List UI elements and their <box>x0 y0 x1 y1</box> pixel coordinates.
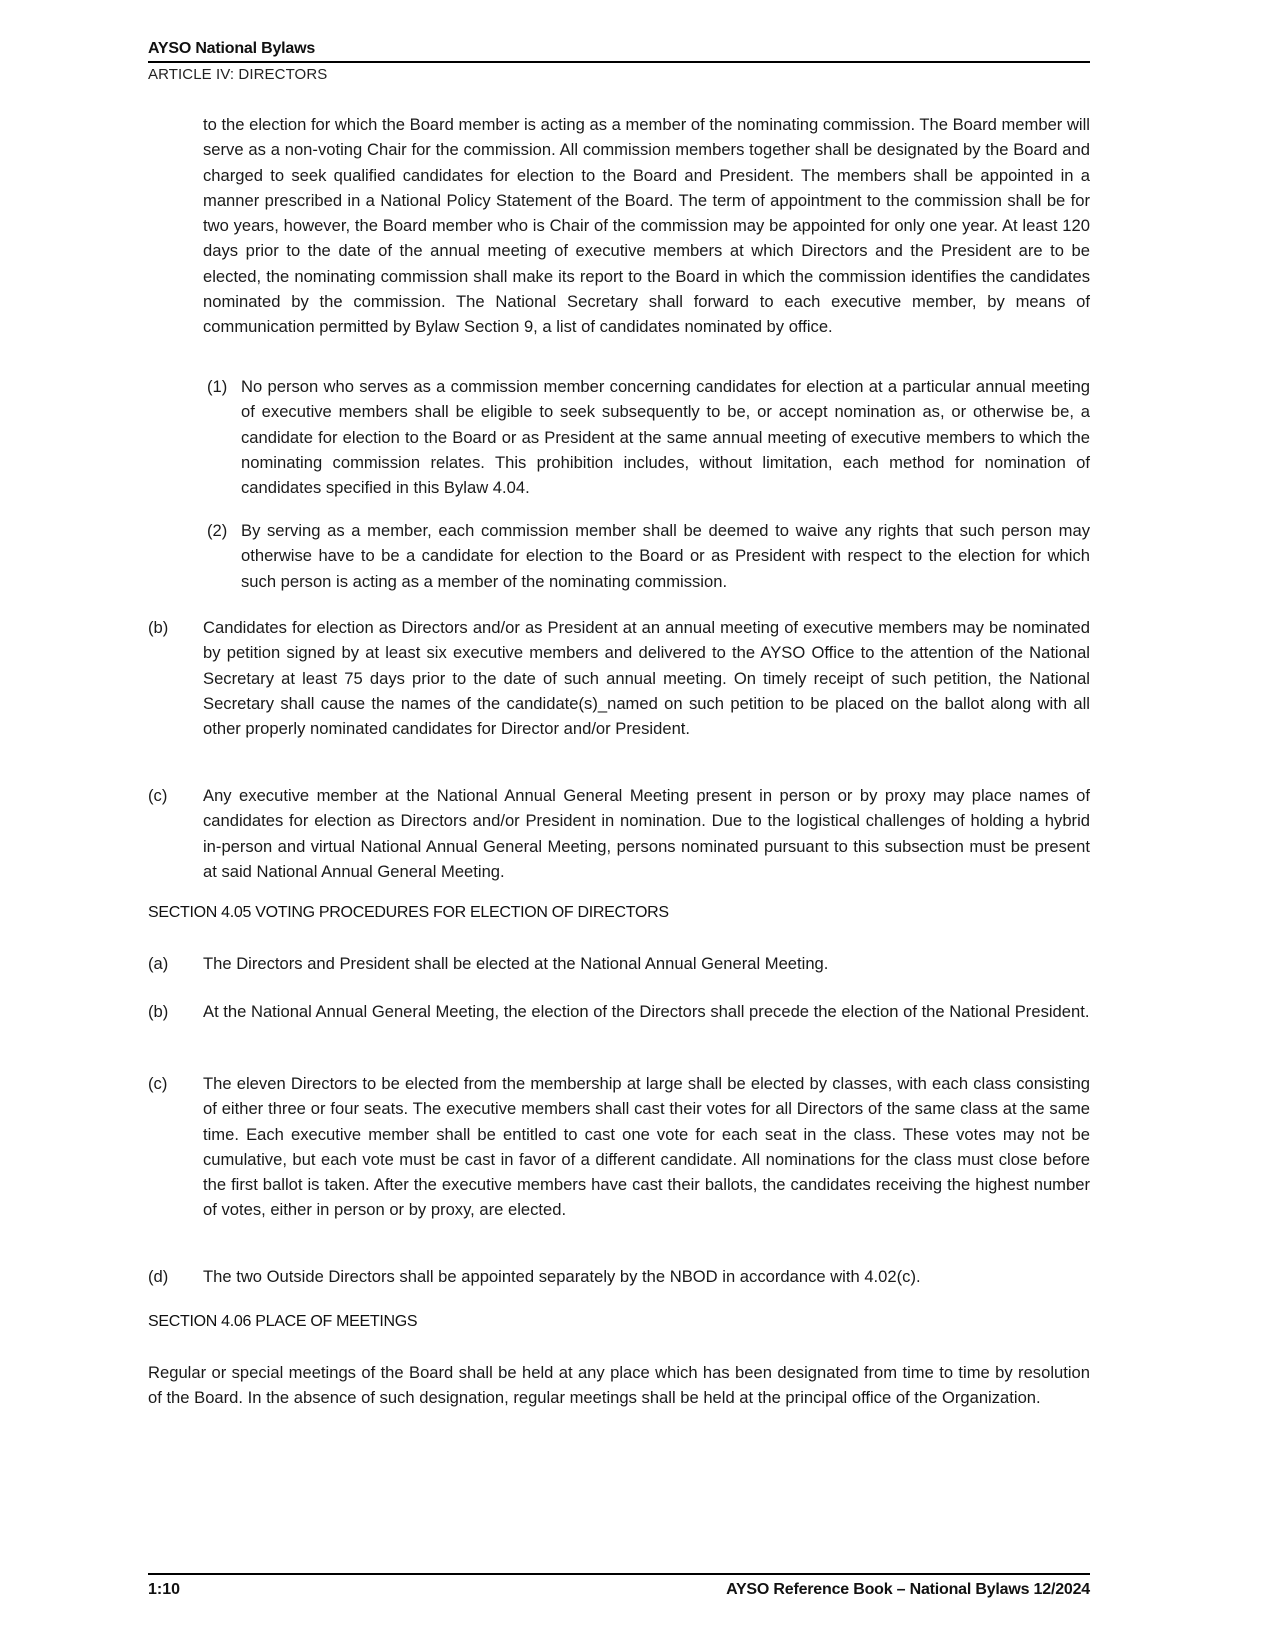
section-405-heading: SECTION 4.05 VOTING PROCEDURES FOR ELECTION OF DIRECTORS <box>148 904 669 921</box>
section-405-item-d <box>148 1264 1090 1289</box>
item-text: The Directors and President shall be elected at the National Annual General Meeting. <box>203 954 829 973</box>
item-label: (d) <box>148 1267 169 1286</box>
item-label: (b) <box>148 1002 169 1021</box>
sub-item-text: No person who serves as a commission member concerning candidates for election at a particular annual meeting of executive members shall be eligible to seek subsequently to be, or accept nomination as, or otherwise be, a candidate for election to the Board or as President at the same annual meeting of executive members to which the nominating commission relates. This prohibition includes, without limitation, each method for nomination of candidates specified in this Bylaw 4.04. <box>241 377 1090 498</box>
section-404-item-b <box>148 615 1090 741</box>
item-label: (a) <box>148 954 169 973</box>
footer-page-number: 1:10 <box>148 1581 181 1598</box>
item-label: (c) <box>148 786 168 805</box>
sub-item-text: By serving as a member, each commission member shall be deemed to waive any rights that such person may otherwise have to be a candidate for election to the Board or as President with respect to the election for which such person is acting as a member of the nominating commission. <box>241 521 1090 591</box>
section-406-paragraph: Regular or special meetings of the Board shall be held at any place which has been designated from time to time by resolution of the Board. In the absence of such designation, regular meetings shall be held at the principal office of the Organization. <box>148 1363 1090 1408</box>
section-405-item-c <box>148 1071 1090 1223</box>
item-text: Any executive member at the National Annual General Meeting present in person or by proxy may place names of candidates for election as Directors and/or President in nomination. Due to the logistical challenges of holding a hybrid in-person and virtual National Annual General Meeting, persons nominated pursuant to this subsection must be present at said National Annual General Meeting. <box>203 786 1090 881</box>
continuation-paragraph: to the election for which the Board member is acting as a member of the nominating commission. The Board member will serve as a non-voting Chair for the commission. All commission members together shall be designated by the Board and charged to seek qualified candidates for election to the Board and President. The members shall be appointed in a manner prescribed in a National Policy Statement of the Board. The term of appointment to the commission shall be for two years, however, the Board member who is Chair of the commission may be appointed for only one year. At least 120 days prior to the date of the annual meeting of executive members at which Directors and the President are to be elected, the nominating commission shall make its report to the Board in which the commission identifies the candidates nominated by the commission. The National Secretary shall forward to each executive member, by means of communication permitted by Bylaw Section 9, a list of candidates nominated by office. <box>203 115 1090 337</box>
item-text: The two Outside Directors shall be appointed separately by the NBOD in accordance with 4.02(c). <box>203 1267 921 1286</box>
sub-item-2 <box>207 518 1090 594</box>
running-header-article: ARTICLE IV: DIRECTORS <box>148 66 328 83</box>
footer-divider <box>148 1573 1090 1575</box>
sub-item-1 <box>207 374 1090 500</box>
section-404-item-c <box>148 783 1090 884</box>
section-405-item-b <box>148 999 1090 1024</box>
footer-document-title: AYSO Reference Book – National Bylaws 12/2024 <box>726 1581 1090 1598</box>
item-text: The eleven Directors to be elected from the membership at large shall be elected by classes, with each class consisting of either three or four seats. The executive members shall cast their votes for all Directors of the same class at the same time. Each executive member shall be entitled to cast one vote for each seat in the class. These votes may not be cumulative, but each vote must be cast in favor of a different candidate. All nominations for the class must close before the first ballot is taken. After the executive members have cast their ballots, the candidates receiving the highest number of votes, either in person or by proxy, are elected. <box>203 1074 1090 1220</box>
item-label: (c) <box>148 1074 168 1093</box>
item-label: (b) <box>148 618 169 637</box>
item-text: Candidates for election as Directors and/or as President at an annual meeting of executive members may be nominated by petition signed by at least six executive members and delivered to the AYSO Office to the attention of the National Secretary at least 75 days prior to the date of such annual meeting. On timely receipt of such petition, the National Secretary shall cause the names of the candidate(s)_named on such petition to be placed on the ballot along with all other properly nominated candidates for Director and/or President. <box>203 618 1090 739</box>
section-406-heading: SECTION 4.06 PLACE OF MEETINGS <box>148 1313 418 1330</box>
running-header-title: AYSO National Bylaws <box>148 40 316 57</box>
header-divider <box>148 61 1090 63</box>
sub-item-number: (1) <box>207 377 228 396</box>
section-405-item-a <box>148 951 1090 976</box>
item-text: At the National Annual General Meeting, the election of the Directors shall precede the election of the National President. <box>203 1002 1090 1021</box>
sub-item-number: (2) <box>207 521 228 540</box>
